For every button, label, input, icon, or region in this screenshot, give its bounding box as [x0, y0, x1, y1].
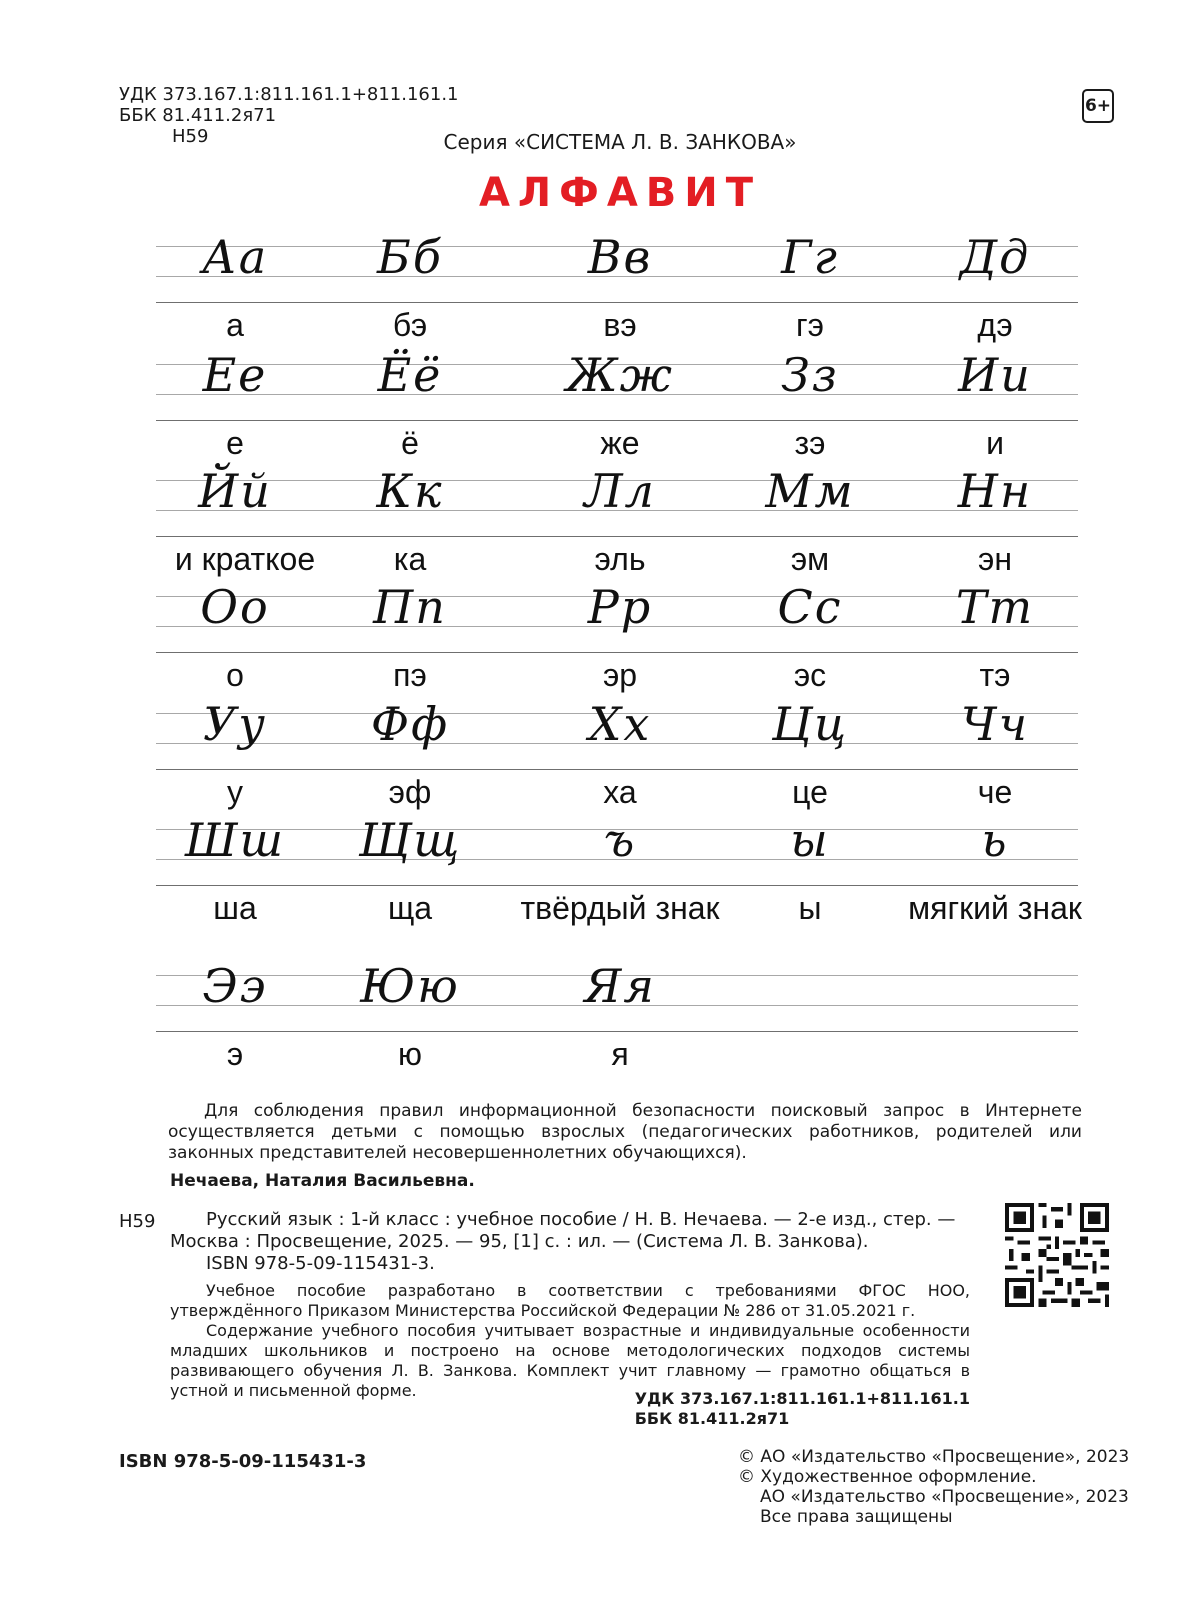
- letter-name: ё: [401, 425, 419, 461]
- letter-name: у: [227, 774, 243, 810]
- letter-name: ю: [398, 1036, 422, 1072]
- letter-name: я: [611, 1036, 629, 1072]
- letter-name: эф: [388, 774, 432, 810]
- cursive-letter: Жж: [566, 348, 674, 402]
- letter-name: эль: [594, 541, 646, 577]
- bibliography-isbn: ISBN 978-5-09-115431-3.: [206, 1253, 435, 1274]
- imprint-udk: УДК 373.167.1:811.161.1+811.161.1: [634, 1389, 970, 1408]
- letter-name: тэ: [979, 657, 1011, 693]
- letter-name: це: [792, 774, 828, 810]
- imprint-bibliography: [170, 1209, 970, 1275]
- cursive-letter: Рр: [587, 580, 653, 634]
- copyright-line-2: © Художественное оформление.: [738, 1467, 1037, 1487]
- letter-name: мягкий знак: [908, 890, 1082, 926]
- imprint-code: Н59: [119, 1211, 156, 1232]
- cursive-letter: Зз: [781, 348, 839, 402]
- letter-name: и: [986, 425, 1004, 461]
- cursive-letter: Хх: [588, 697, 652, 751]
- safety-notice: Для соблюдения правил информационной безопасности поисковый запрос в Интернете осуществляется детьми с помощью взрослых (педагогических работников, родителей или законных представителей несовершеннолетних обучающихся).: [168, 1101, 1082, 1163]
- cursive-letter: Ёё: [377, 348, 443, 402]
- letter-name: ша: [213, 890, 257, 926]
- cursive-letter: Лл: [584, 464, 656, 518]
- cursive-letter: Вв: [587, 230, 653, 284]
- letter-name: о: [226, 657, 244, 693]
- letter-name: э: [226, 1036, 244, 1072]
- ruling-line: [156, 536, 1078, 537]
- qr-code-icon: [1005, 1203, 1109, 1307]
- header-bbk: ББК 81.411.2я71: [119, 105, 277, 126]
- cursive-letter: ы: [790, 813, 830, 867]
- header-code: Н59: [172, 126, 209, 147]
- imprint-notes: [170, 1281, 970, 1401]
- cursive-letter: Шш: [184, 813, 286, 867]
- cursive-letter: Яя: [584, 959, 656, 1013]
- ruling-line: [156, 769, 1078, 770]
- cursive-letter: Щщ: [358, 813, 462, 867]
- ruling-line: [156, 1031, 1078, 1032]
- cursive-letter: ъ: [603, 813, 637, 867]
- letter-name: эр: [602, 657, 638, 693]
- ruling-line: [156, 652, 1078, 653]
- cursive-letter: Нн: [957, 464, 1033, 518]
- letter-name: гэ: [796, 307, 824, 343]
- letter-name: че: [977, 774, 1013, 810]
- cursive-letter: Фф: [370, 697, 450, 751]
- cursive-letter: Цц: [771, 697, 849, 751]
- cursive-letter: Чч: [960, 697, 1030, 751]
- ruling-line: [156, 420, 1078, 421]
- cursive-letter: Йй: [198, 464, 272, 518]
- letter-name: е: [226, 425, 244, 461]
- imprint-classification: [635, 1389, 970, 1429]
- cursive-letter: Ээ: [202, 959, 268, 1013]
- letter-name: твёрдый знак: [520, 890, 720, 926]
- bibliography-line-1: Русский язык : 1-й класс : учебное пособие / Н. В. Нечаева. — 2-е изд., стер. —: [206, 1209, 956, 1230]
- cursive-letter: Пп: [373, 580, 447, 634]
- letter-name: ща: [387, 890, 433, 926]
- cursive-letter: Дд: [959, 230, 1031, 284]
- cursive-letter: Мм: [765, 464, 855, 518]
- cursive-letter: Ии: [958, 348, 1032, 402]
- cursive-letter: Оо: [200, 580, 270, 634]
- letter-name: и краткое: [174, 541, 316, 577]
- bibliography-line-2: Москва : Просвещение, 2025. — 95, [1] с. : ил. — (Система Л. В. Занкова).: [170, 1231, 869, 1252]
- letter-name: эн: [978, 541, 1012, 577]
- copyright-line-3: АО «Издательство «Просвещение», 2023: [760, 1487, 1129, 1507]
- letter-name: бэ: [392, 307, 428, 343]
- letter-name: дэ: [977, 307, 1013, 343]
- ruling-line: [156, 302, 1078, 303]
- cursive-letter: Гг: [781, 230, 839, 284]
- letter-name: зэ: [794, 425, 826, 461]
- letter-name: эм: [790, 541, 830, 577]
- imprint-author: Нечаева, Наталия Васильевна.: [170, 1171, 475, 1191]
- cursive-letter: Тт: [955, 580, 1035, 634]
- letter-name: вэ: [603, 307, 637, 343]
- cursive-letter: Кк: [376, 464, 444, 518]
- cursive-letter: Бб: [377, 230, 443, 284]
- letter-name: же: [600, 425, 640, 461]
- imprint-note-standard: Учебное пособие разработано в соответствии с требованиями ФГОС НОО, утверждённого Приказом Министерства Российской Федерации № 286 от 31.05.2021 г.: [170, 1281, 970, 1320]
- age-rating-badge: 6+: [1082, 89, 1114, 123]
- cursive-letter: ь: [981, 813, 1009, 867]
- letter-name: а: [226, 307, 244, 343]
- header-udk: УДК 373.167.1:811.161.1+811.161.1: [119, 84, 459, 105]
- copyright-line-1: © АО «Издательство «Просвещение», 2023: [738, 1447, 1130, 1467]
- page-title: АЛФАВИТ: [478, 170, 762, 216]
- cursive-letter: Сс: [777, 580, 843, 634]
- cursive-letter: Юю: [360, 959, 460, 1013]
- cursive-letter: Ее: [202, 348, 268, 402]
- copyright-rights: Все права защищены: [760, 1507, 953, 1527]
- ruling-line: [156, 885, 1078, 886]
- cursive-letter: Аа: [201, 230, 269, 284]
- imprint-note-content: Содержание учебного пособия учитывает возрастные и индивидуальные особенности младших школьников и построено на основе методологических подходов системы развивающего обучения Л. В. Занкова. Комплект учит главному — грамотно общаться в устной и письменной форме.: [170, 1321, 970, 1400]
- imprint-bbk: ББК 81.411.2я71: [634, 1409, 790, 1428]
- copyright-block: [738, 1447, 1129, 1527]
- letter-name: ка: [393, 541, 427, 577]
- letter-name: эс: [793, 657, 827, 693]
- series-title: Серия «СИСТЕМА Л. В. ЗАНКОВА»: [443, 130, 797, 154]
- letter-name: ха: [603, 774, 637, 810]
- letter-name: пэ: [393, 657, 427, 693]
- footer-isbn: ISBN 978-5-09-115431-3: [119, 1451, 367, 1472]
- cursive-letter: Уу: [203, 697, 267, 751]
- letter-name: ы: [798, 890, 822, 926]
